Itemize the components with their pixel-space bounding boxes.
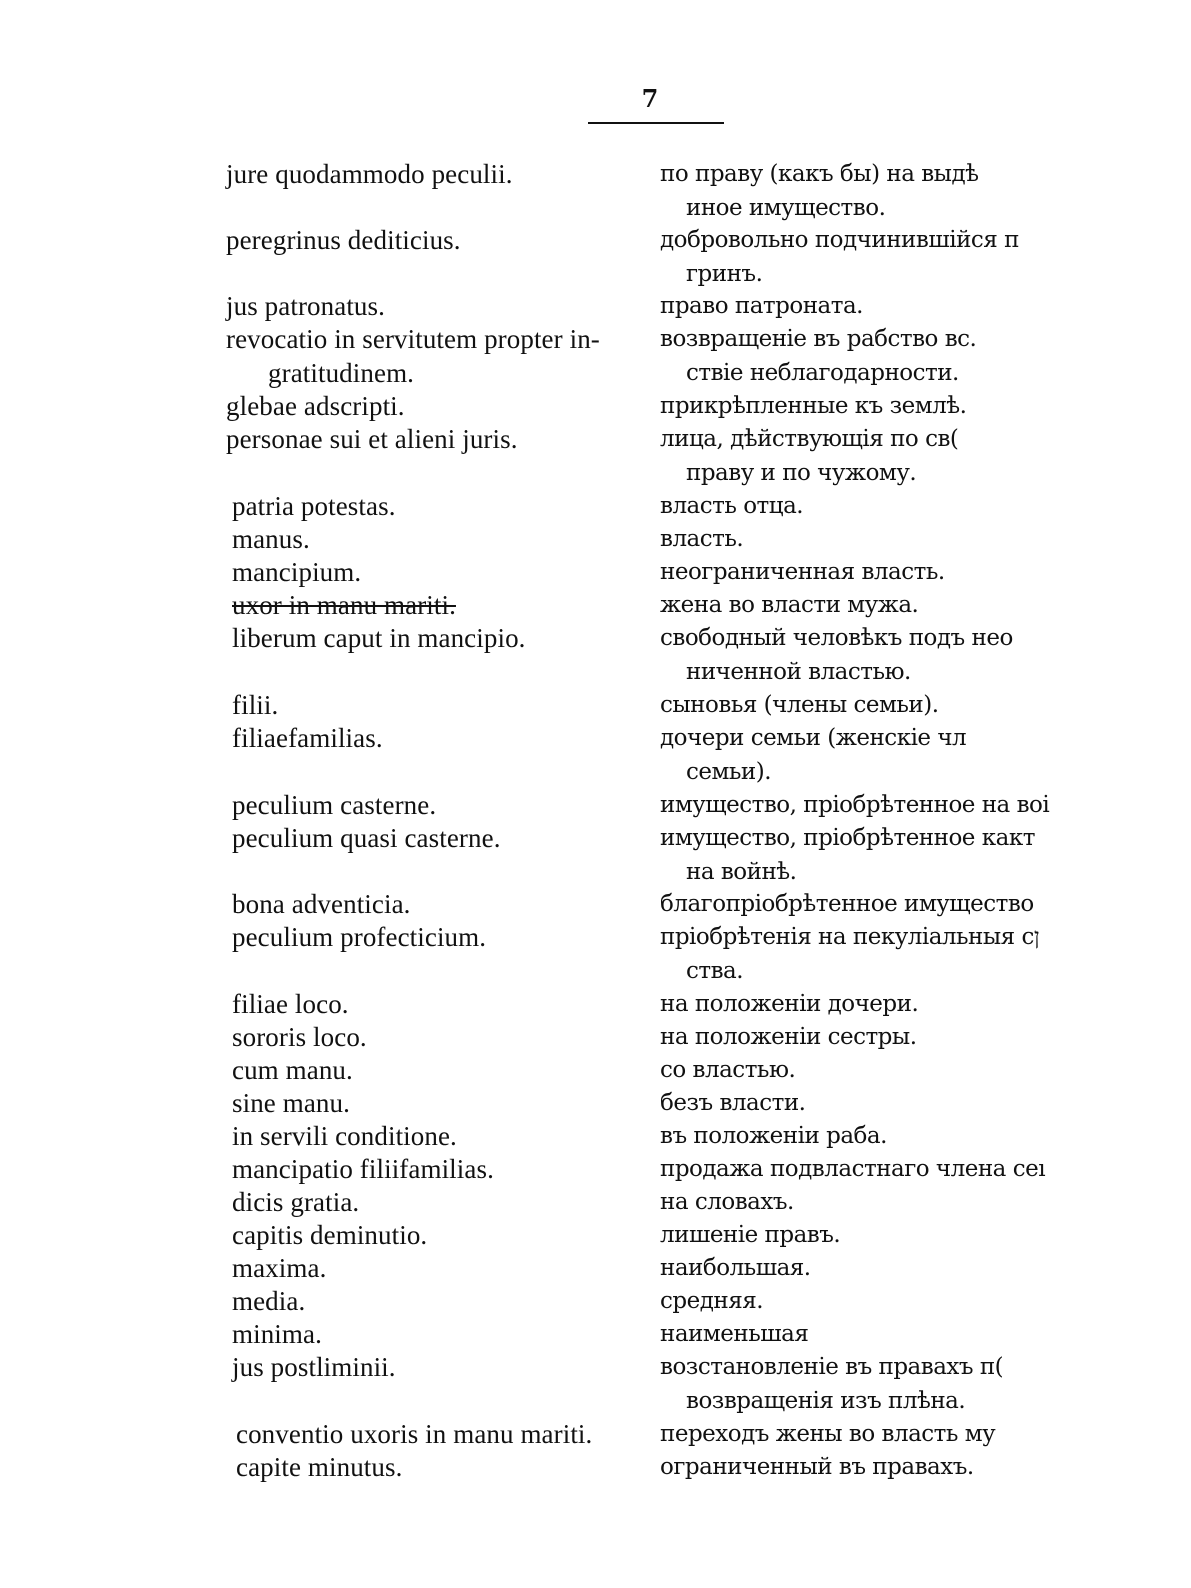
russian-translation (660, 888, 1034, 922)
latin-term (232, 888, 411, 922)
latin-term (232, 490, 396, 524)
latin-term (232, 1021, 367, 1055)
russian-translation (660, 1087, 1020, 1121)
latin-term (232, 689, 278, 723)
latin-term (232, 1318, 322, 1352)
latin-term (226, 158, 513, 192)
latin-term-line: sine manu. (232, 1088, 350, 1118)
russian-translation (660, 1186, 1020, 1220)
translation-line: имущество, пріобрѣтенное на воі (660, 792, 1050, 818)
latin-term-line: filiaefamilias. (232, 723, 383, 753)
translation-line: наибольшая. (660, 1255, 811, 1281)
russian-translation (660, 822, 1035, 889)
latin-term-line: conventio uxoris in manu mariti. (236, 1419, 593, 1449)
translation-line: по праву (какъ бы) на выдѣ (660, 161, 979, 187)
latin-term-line: liberum caput in mancipio. (232, 623, 526, 653)
translation-continuation: ствіе неблагодарности. (686, 359, 959, 386)
latin-term (232, 523, 310, 557)
latin-term (226, 224, 461, 258)
translation-line: неограниченная власть. (660, 559, 945, 585)
latin-term (236, 1451, 402, 1485)
latin-term-line: mancipatio filiifamilias. (232, 1154, 494, 1184)
translation-line: средняя. (660, 1288, 764, 1314)
translation-line: на словахъ. (660, 1189, 794, 1215)
latin-term-line: media. (232, 1286, 306, 1316)
russian-translation (660, 1318, 1020, 1352)
translation-line: въ положеніи раба. (660, 1123, 887, 1149)
russian-translation (660, 622, 1020, 689)
translation-line: со властью. (660, 1057, 796, 1083)
translation-line: добровольно подчинившійся п (660, 227, 1019, 253)
latin-term-line: cum manu. (232, 1055, 353, 1085)
translation-continuation: на войнѣ. (686, 858, 797, 885)
latin-term (232, 1285, 305, 1319)
latin-term (232, 822, 501, 856)
latin-term-line: peculium casterne. (232, 790, 437, 820)
russian-translation (660, 1021, 1020, 1055)
translation-line: наименьшая (660, 1321, 809, 1347)
latin-term (232, 1087, 350, 1121)
translation-continuation: иное имущество. (686, 194, 886, 221)
latin-term-line: bona adventicia. (232, 889, 411, 919)
russian-translation (660, 1054, 1020, 1088)
latin-term (232, 1054, 353, 1088)
latin-term-line: dicis gratia. (232, 1187, 360, 1217)
translation-continuation: праву и по чужому. (686, 459, 917, 486)
russian-translation (660, 988, 1020, 1022)
latin-term-line: peregrinus dediticius. (226, 225, 461, 255)
translation-continuation: возвращенія изъ плѣна. (686, 1387, 966, 1414)
latin-term (232, 789, 436, 823)
translation-line: жена во власти мужа. (660, 592, 919, 618)
translation-line: дочери семьи (женскіе чл (660, 725, 967, 751)
translation-line: имущество, пріобрѣтенное какт (660, 825, 1035, 851)
translation-line: прикрѣпленные къ землѣ. (660, 393, 967, 419)
header-rule (588, 122, 724, 124)
russian-translation (660, 921, 1040, 988)
latin-term-line: manus. (232, 524, 310, 554)
translation-line: благопріобрѣтенное имущество (660, 891, 1034, 917)
latin-term-line: filii. (232, 690, 279, 720)
latin-term-line: sororis loco. (232, 1022, 367, 1052)
translation-continuation: семьи). (686, 758, 772, 785)
russian-translation (660, 290, 1020, 324)
latin-term-line: uxor in manu mariti. (232, 590, 456, 620)
russian-translation (660, 1451, 1020, 1485)
latin-term (236, 1418, 592, 1452)
latin-term (232, 1351, 396, 1385)
translation-continuation: ниченной властью. (686, 658, 911, 685)
latin-term (232, 622, 526, 656)
latin-term (232, 556, 361, 590)
russian-translation (660, 1153, 1046, 1187)
latin-term (232, 921, 486, 955)
translation-line: на положеніи сестры. (660, 1024, 917, 1050)
latin-term-line: revocatio in servitutem propter in- (226, 324, 600, 354)
latin-term-line: maxima. (232, 1253, 327, 1283)
translation-line: лица, дѣйствующія по св( (660, 426, 959, 452)
russian-translation (660, 158, 1020, 225)
latin-term-line: peculium quasi casterne. (232, 823, 501, 853)
latin-term-line: capitis deminutio. (232, 1220, 428, 1250)
translation-line: ограниченный въ правахъ. (660, 1454, 974, 1480)
russian-translation (660, 556, 1020, 590)
latin-term (226, 290, 385, 324)
latin-term-line: peculium profecticium. (232, 922, 487, 952)
russian-translation (660, 1351, 1020, 1418)
russian-translation (660, 224, 1020, 291)
latin-term-line: capite minutus. (236, 1452, 403, 1482)
translation-line: возвращеніе въ рабство вс. (660, 326, 977, 352)
russian-translation (660, 1418, 1020, 1452)
russian-translation (660, 589, 1020, 623)
latin-term (226, 323, 600, 390)
russian-translation (660, 1219, 1020, 1253)
latin-term (232, 1219, 427, 1253)
latin-term (232, 1186, 359, 1220)
latin-term (232, 1120, 457, 1154)
latin-term (232, 1153, 494, 1187)
russian-translation (660, 689, 1020, 723)
russian-translation (660, 1120, 1020, 1154)
latin-term (232, 1252, 326, 1286)
latin-term (232, 722, 383, 756)
russian-translation (660, 1285, 1020, 1319)
russian-translation (660, 323, 1020, 390)
page-number: 7 (641, 84, 659, 113)
translation-line: пріобрѣтенія на пекуліальныя сן (660, 924, 1040, 950)
latin-term-continuation: gratitudinem. (268, 357, 415, 388)
latin-term (226, 390, 405, 424)
russian-translation (660, 1252, 1020, 1286)
latin-term-line: jure quodammodo peculii. (226, 159, 513, 189)
translation-line: свободный человѣкъ подъ нео (660, 625, 1013, 651)
russian-translation (660, 490, 1020, 524)
russian-translation (660, 390, 1020, 424)
latin-term-line: patria potestas. (232, 491, 396, 521)
latin-term (226, 423, 518, 457)
translation-line: сыновья (члены семьи). (660, 692, 939, 718)
translation-line: право патроната. (660, 293, 863, 319)
translation-line: власть. (660, 526, 744, 552)
latin-term-line: mancipium. (232, 557, 362, 587)
translation-line: продажа подвластнаго члена сеı (660, 1156, 1046, 1182)
translation-line: лишеніе правъ. (660, 1222, 841, 1248)
translation-line: возстановленіе въ правахъ п( (660, 1354, 1004, 1380)
latin-term-line: filiae loco. (232, 989, 349, 1019)
latin-term-line: glebae adscripti. (226, 391, 405, 421)
russian-translation (660, 722, 1020, 789)
translation-line: на положеніи дочери. (660, 991, 919, 1017)
translation-continuation: ства. (686, 957, 744, 984)
translation-line: переходъ жены во власть му (660, 1421, 996, 1447)
translation-line: власть отца. (660, 493, 804, 519)
latin-term-line: minima. (232, 1319, 322, 1349)
russian-translation (660, 423, 1020, 490)
latin-term-line: jus patronatus. (226, 291, 385, 321)
russian-translation (660, 789, 1050, 823)
latin-term-line: jus postliminii. (232, 1352, 396, 1382)
latin-term (232, 589, 456, 623)
latin-term-line: in servili conditione. (232, 1121, 457, 1151)
latin-term-line: personae sui et alieni juris. (226, 424, 518, 454)
russian-translation (660, 523, 1020, 557)
translation-continuation: гринъ. (686, 260, 763, 287)
latin-term (232, 988, 349, 1022)
translation-line: безъ власти. (660, 1090, 806, 1116)
